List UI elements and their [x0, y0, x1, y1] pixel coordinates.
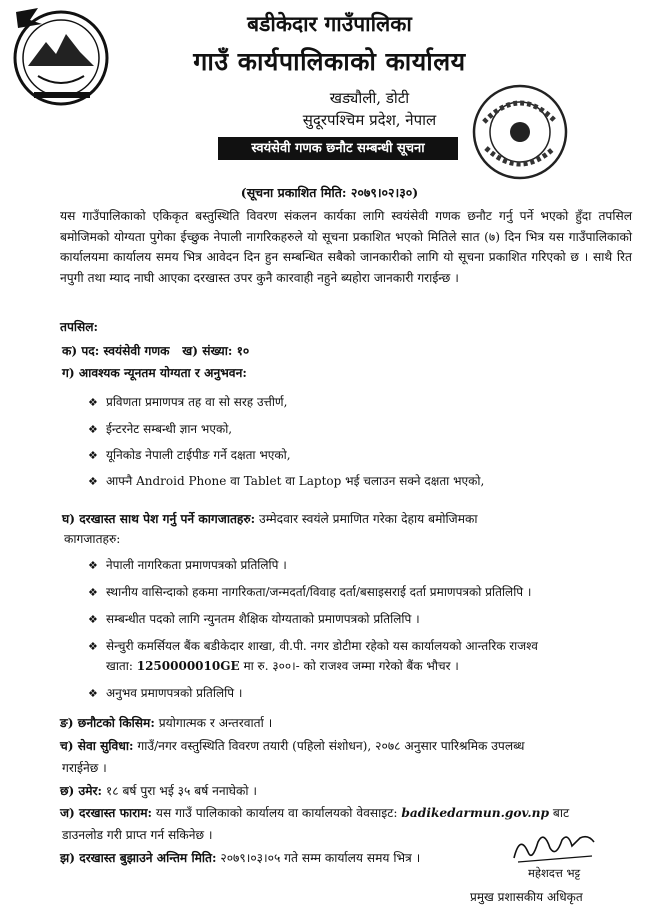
qualification-item: ❖ आफ्नै Android Phone वा Tablet वा Laptop भई चलाउन सक्ने दक्षता भएको,: [88, 474, 485, 488]
document-item: ❖ नेपाली नागरिकता प्रमाणपत्रको प्रतिलिपि ।: [88, 558, 287, 572]
diamond-bullet-icon: ❖: [88, 687, 98, 700]
service-facility-cont: गराईनेछ ।: [62, 761, 107, 775]
post-label: [62, 342, 249, 359]
diamond-bullet-icon: ❖: [88, 640, 98, 653]
intro-paragraph: यस गाउँपालिकाको एकिकृत बस्तुस्थिति विवरण संकलन कार्यका लागि स्वयंसेवी गणक छनौट गर्नु पर्ने भएको हुँदा तपसिल बमोजिमको योग्यता पुगेका ईच्छुक नेपाली नागरिकहरुले यो सूचना प्रकाशित भएको मितिले सात (७) दिन भित्र यस गाउँपालिकाको कार्यालयमा कार्यालय समय भित्र आवेदन दिन हुन सम्बन्धित सबैको जानकारीको लागि यो सूचना प्रकाशित गरिएको छ । साथै रित नपुगी तथा म्याद नाघी आएका दरखास्त उपर कुनै कारवाही नहुने ब्यहोरा जानकारी गराईन्छ ।: [60, 209, 632, 285]
deadline: झ) दरखास्त बुझाउने अन्तिम मिति: २०७९।०३।०५ गते सम्म कार्यालय समय भित्र ।: [60, 851, 421, 865]
post-title: क) पद: स्वयंसेवी गणक: [62, 344, 170, 358]
document-item: ❖ स्थानीय वासिन्दाको हकमा नागरिकता/जन्मदर्ता/विवाह दर्ता/बसाइसराई दर्ता प्रमाणपत्रको प्रतिलिपि ।: [88, 585, 532, 599]
age-requirement: छ) उमेर: १८ बर्ष पुरा भई ३५ बर्ष ननाघेको ।: [60, 784, 258, 798]
office-province: सुदूरपश्चिम प्रदेश, नेपाल: [302, 111, 437, 129]
diamond-bullet-icon: ❖: [88, 423, 98, 436]
office-name: गाउँ कार्यपालिकाको कार्यालय: [193, 47, 466, 76]
publication-date: (सूचना प्रकाशित मिति: २०७९।०२।३०): [240, 185, 419, 200]
post-count: ख) संख्या: १०: [182, 344, 250, 358]
notice-title-banner: स्वयंसेवी गणक छनौट सम्बन्धी सूचना: [218, 137, 458, 160]
bank-account-number: 1250000010GE: [136, 659, 240, 673]
qualification-item: ❖ ईन्टरनेट सम्बन्धी ज्ञान भएको,: [88, 422, 233, 436]
qualification-heading: ग) आवश्यक न्यूनतम योग्यता र अनुभवन:: [62, 366, 247, 380]
diamond-bullet-icon: ❖: [88, 396, 98, 409]
municipality-name: बडीकेदार गाउँपालिका: [247, 11, 412, 36]
website-link[interactable]: badikedarmun.gov.np: [401, 806, 549, 820]
signatory-name: महेशदत्त भट्ट: [528, 866, 581, 880]
office-stamp-icon: [470, 82, 570, 182]
diamond-bullet-icon: ❖: [88, 613, 98, 626]
document-item: ❖ अनुभव प्रमाणपत्रको प्रतिलिपि ।: [88, 686, 243, 700]
selection-type: ङ) छनौटको किसिम: प्रयोगात्मक र अन्तरवार्ता ।: [60, 716, 273, 730]
diamond-bullet-icon: ❖: [88, 475, 98, 488]
documents-heading-cont: कागजातहरु:: [64, 532, 121, 546]
diamond-bullet-icon: ❖: [88, 586, 98, 599]
application-form-cont: डाउनलोड गरी प्राप्त गर्न सकिनेछ ।: [62, 828, 213, 842]
diamond-bullet-icon: ❖: [88, 559, 98, 572]
application-form: ज) दरखास्त फाराम: यस गाउँ पालिकाको कार्यालय वा कार्यालयको वेवसाइट: badikedarmun.gov.np बाट: [60, 806, 570, 820]
document-item: ❖ सेन्चुरी कमर्सियल बैंक बडीकेदार शाखा, वी.पी. नगर डोटीमा रहेको यस कार्यालयको आन्तरिक राजश्व: [88, 639, 538, 653]
bank-account-line: खाता: 1250000010GE मा रु. ३००।- को राजश्व जम्मा गरेको बैंक भौचर ।: [106, 659, 459, 673]
qualification-item: ❖ यूनिकोड नेपाली टाईपीङ गर्ने दक्षता भएको,: [88, 448, 291, 462]
tapasil-heading: तपसिल:: [60, 320, 99, 334]
documents-heading: घ) दरखास्त साथ पेश गर्नु पर्ने कागजातहरु: उम्मेदवार स्वयंले प्रमाणित गरेका देहाय बमोजिमका: [62, 512, 478, 526]
diamond-bullet-icon: ❖: [88, 449, 98, 462]
document-item: ❖ सम्बन्धीत पदको लागि न्युनतम शैक्षिक योग्यताको प्रमाणपत्रको प्रतिलिपि ।: [88, 612, 420, 626]
signature-icon: [510, 828, 600, 866]
office-location: खड्यौली, डोटी: [329, 89, 410, 107]
service-facility: च) सेवा सुविधा: गाउँ/नगर वस्तुस्थिति विवरण तयारी (पहिलो संशोधन), २०७८ अनुसार पारिश्रमिक उपलब्ध: [60, 739, 525, 753]
qualification-item: ❖ प्रविणता प्रमाणपत्र तह वा सो सरह उत्तीर्ण,: [88, 395, 288, 409]
signatory-title: प्रमुख प्रशासकीय अधिकृत: [470, 890, 583, 904]
